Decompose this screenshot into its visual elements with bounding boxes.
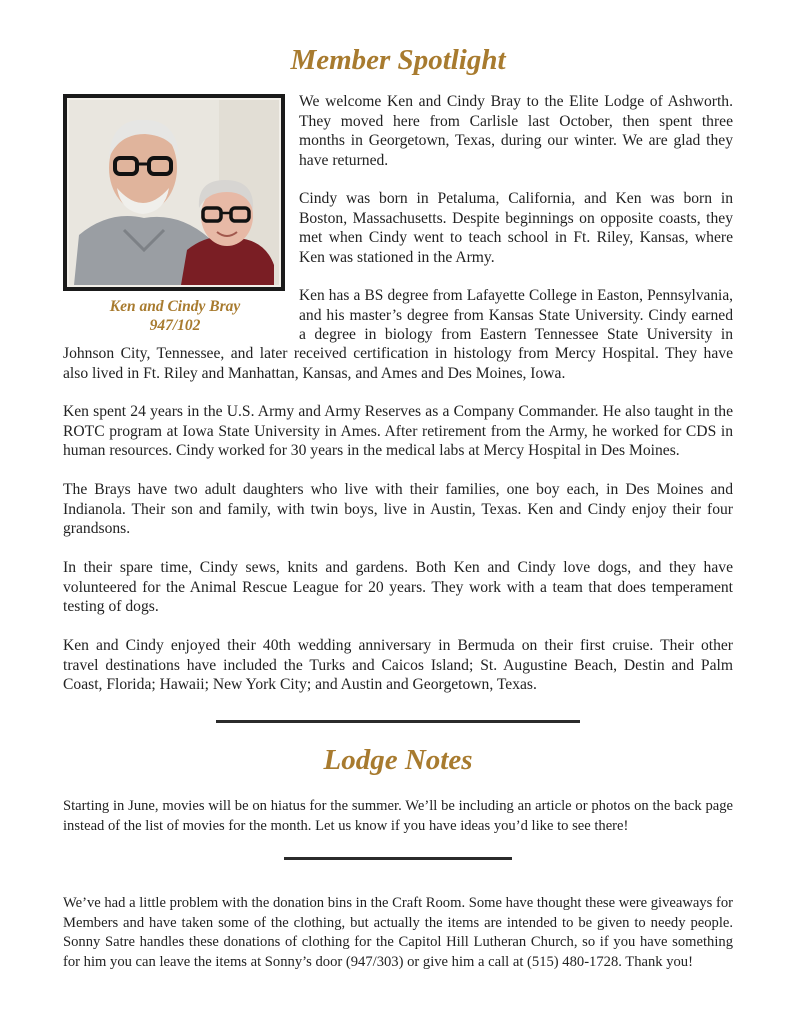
spotlight-paragraph-6 bbox=[63, 558, 733, 617]
text-line: Ken has a BS degree from Lafayette College in Easton, Pennsylvania, bbox=[299, 287, 733, 304]
text-line: ROTC program at Iowa State University in Ames. After retirement from the Army, he worked for CDS in bbox=[63, 422, 733, 440]
caption-name: Ken and Cindy Bray bbox=[109, 298, 241, 315]
member-photo bbox=[63, 94, 285, 291]
text-line: grandsons. bbox=[63, 520, 131, 537]
text-line: Members and have taken some of the clothing, but actually the items are intended to be given to needy people. bbox=[63, 914, 733, 931]
text-line: travel destinations have included the Turks and Caicos Island; St. Augustine Beach, Destin and Palm bbox=[63, 656, 733, 674]
text-line: We welcome Ken and Cindy Bray to the Elite Lodge of Ashworth. bbox=[299, 93, 733, 110]
spotlight-paragraph-5 bbox=[63, 480, 733, 539]
lodge-notes-paragraph-2 bbox=[63, 894, 733, 972]
text-line: Starting in June, movies will be on hiatus for the summer. We’ll be including an article or photos on the back page bbox=[63, 798, 733, 814]
photo-caption bbox=[63, 297, 287, 335]
text-line: Ken and Cindy enjoyed their 40th wedding anniversary in Bermuda on their first cruise. Their other bbox=[63, 637, 733, 654]
lodge-notes-title: Lodge Notes bbox=[323, 744, 473, 776]
text-line: and his master’s degree from Kansas State University. Cindy earned bbox=[299, 306, 733, 324]
text-line: met when Cindy went to teach school in Ft. Riley, Kansas, where bbox=[299, 229, 733, 246]
spotlight-paragraph-3-top bbox=[299, 286, 733, 345]
text-line: months in Georgetown, Texas, during our winter. We are glad they bbox=[299, 132, 733, 149]
text-line: human resources. Cindy worked for 30 years in the medical labs at Mercy Hospital in Des Moines. bbox=[63, 442, 680, 459]
spotlight-paragraph-4 bbox=[63, 402, 733, 461]
text-line: They moved here from Carlisle last October, then spent three bbox=[299, 112, 733, 130]
text-line: volunteered for the Animal Rescue League for 20 years. They work with a team that does temperament bbox=[63, 578, 733, 596]
notes-divider bbox=[284, 857, 512, 860]
text-line: for him you can leave the items at Sonny’s door (947/303) or give him a call at (515) 480-1728. Thank you! bbox=[63, 953, 693, 970]
text-line: Ken spent 24 years in the U.S. Army and Army Reserves as a Company Commander. He also taught in the bbox=[63, 403, 733, 420]
text-line: a degree in biology from Eastern Tennessee State University in bbox=[299, 326, 733, 343]
text-line: also lived in Ft. Riley and Manhattan, Kansas, and Ames and Des Moines, Iowa. bbox=[63, 364, 566, 382]
lodge-notes-paragraph-1 bbox=[63, 797, 733, 836]
text-line: The Brays have two adult daughters who live with their families, one boy each, in Des Moines and bbox=[63, 481, 733, 498]
text-line: Johnson City, Tennessee, and later received certification in histology from Mercy Hospital. They have bbox=[63, 345, 733, 362]
text-line: Boston, Massachusetts. Despite beginnings on opposite coasts, they bbox=[299, 209, 733, 227]
text-line: Indianola. Their son and family, with twin boys, live in Austin, Texas. Ken and Cindy enjoy their four bbox=[63, 500, 733, 518]
text-line: Ken was stationed in the Army. bbox=[299, 248, 495, 266]
text-line: testing of dogs. bbox=[63, 598, 159, 615]
text-line: instead of the list of movies for the month. Let us know if you have ideas you’d like to see there! bbox=[63, 817, 629, 834]
text-line: We’ve had a little problem with the donation bins in the Craft Room. Some have thought these were giveaways for bbox=[63, 895, 733, 911]
spotlight-paragraph-3-bottom bbox=[63, 344, 733, 383]
section-divider bbox=[216, 720, 580, 723]
spotlight-paragraph-2 bbox=[299, 189, 733, 267]
spotlight-paragraph-1 bbox=[299, 92, 733, 170]
couple-photo-illustration bbox=[69, 100, 279, 285]
caption-unit: 947/102 bbox=[149, 317, 201, 334]
text-line: have returned. bbox=[299, 151, 389, 169]
text-line: Sonny Satre handles these donations of clothing for the Capitol Hill Lutheran Church, so if you have something bbox=[63, 934, 733, 950]
spotlight-title: Member Spotlight bbox=[290, 44, 506, 76]
text-line: Cindy was born in Petaluma, California, and Ken was born in bbox=[299, 190, 733, 207]
text-line: Coast, Florida; Hawaii; New York City; and Austin and Georgetown, Texas. bbox=[63, 676, 537, 693]
spotlight-paragraph-7 bbox=[63, 636, 733, 695]
text-line: In their spare time, Cindy sews, knits and gardens. Both Ken and Cindy love dogs, and they have bbox=[63, 559, 733, 576]
